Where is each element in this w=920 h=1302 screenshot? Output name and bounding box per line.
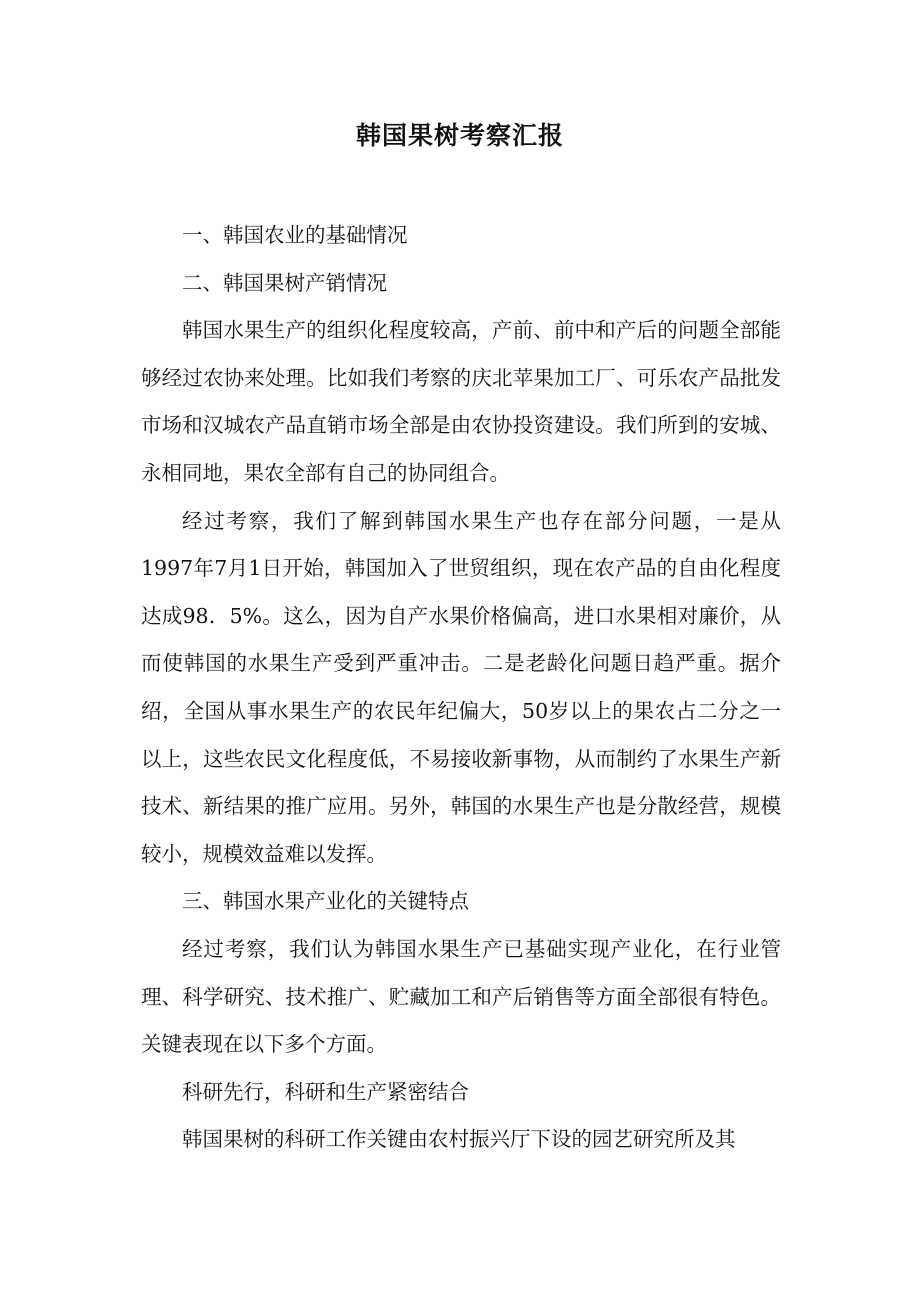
section-heading-1: 一、韩国农业的基础情况	[182, 223, 408, 247]
paragraph-organization: 韩国水果生产的组织化程度较高，产前、前中和产后的问题全部能够经过农协来处理。比如我们考察的庆北苹果加工厂、可乐农产品批发市场和汉城农产品直销市场全部是由农协投资建设。我们所到的安城、永相同地，果农全部有自己的协同组合。	[141, 318, 781, 485]
document-title: 韩国果树考察汇报	[355, 121, 564, 150]
section-heading-2: 二、韩国果树产销情况	[182, 270, 387, 295]
paragraph-problems: 经过考察，我们了解到韩国水果生产也存在部分问题，一是从1997年7月1日开始，韩国加入了世贸组织，现在农产品的自由化程度达成98．5%。这么，因为自产水果价格偏高，进口水果相对廉价，从而使韩国的水果生产受到严重冲击。二是老龄化问题日趋严重。据介绍，全国从事水果生产的农民年纪偏大，50岁以上的果农占二分之一以上，这些农民文化程度低，不易接收新事物，从而制约了水果生产新技术、新结果的推广应用。另外，韩国的水果生产也是分散经营，规模较小，规模效益难以发挥。	[141, 508, 781, 866]
section-heading-3: 三、韩国水果产业化的关键特点	[182, 889, 469, 914]
subheading-research: 科研先行，科研和生产紧密结合	[182, 1079, 469, 1104]
paragraph-industrialization: 经过考察，我们认为韩国水果生产已基础实现产业化，在行业管理、科学研究、技术推广、贮藏加工和产后销售等方面全部很有特色。关键表现在以下多个方面。	[141, 936, 781, 1057]
paragraph-research: 韩国果树的科研工作关键由农村振兴厅下设的园艺研究所及其	[182, 1127, 736, 1152]
document-body	[141, 212, 781, 1164]
